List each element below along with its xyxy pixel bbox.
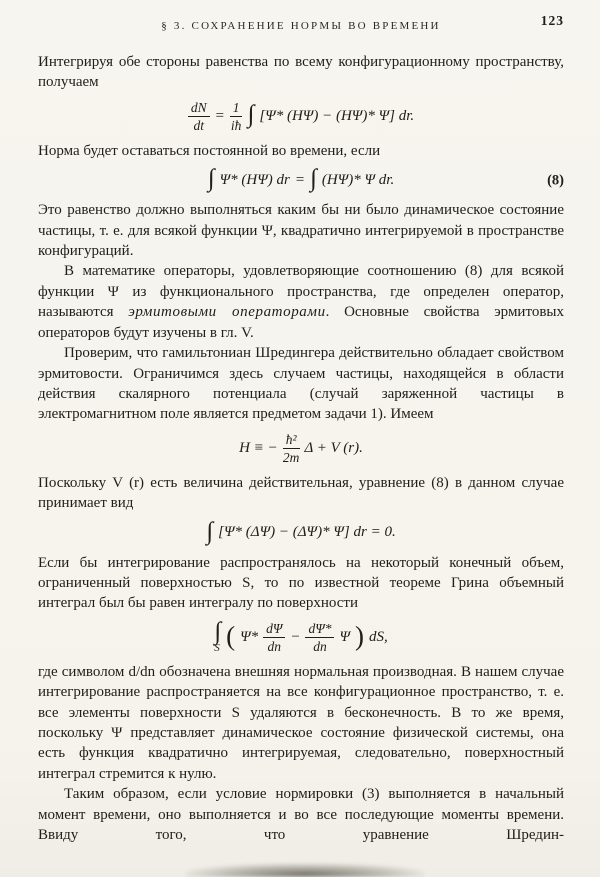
equation-norm-derivative [38,100,564,134]
surface-integral-sign [214,618,222,655]
paragraph-4-text: В математике операторы, удовлетворяющие соотношению (8) для всякой функции Ψ из функционального пространства, где определен оператор, называются [38,263,564,321]
equals-sign: = [294,172,306,189]
integral-sign: ∫ [310,165,317,193]
paragraph-4-text: . Основные свойства эрмитовых операторов будут изучены в гл. V. [38,304,564,341]
integral-sign: ∫ [214,618,222,646]
equation-rhs: Δ + V (r). [304,440,363,457]
surface-element: dS, [369,629,388,646]
fraction-denominator: dn [267,639,281,655]
close-paren: ) [355,621,365,651]
scan-artifact [185,863,425,877]
fraction-dpsistar-dn [305,621,334,655]
equation-8 [38,165,564,193]
fraction-denominator: dn [313,639,327,655]
integrand: [Ψ* (ΔΨ) − (ΔΨ)* Ψ] dr = 0. [218,524,396,541]
psi: Ψ [339,629,351,646]
page-header [38,13,564,38]
emphasized-term: эрмитовыми операторами [128,304,326,321]
equation-rhs: (HΨ)* Ψ dr. [321,172,395,189]
fraction-denominator: iħ [230,118,242,134]
fraction-denominator: 2m [282,450,300,466]
fraction-hbar2-2m [283,432,300,466]
equation-surface-integral [38,618,564,655]
integral-sign: ∫ [206,517,214,545]
equation-laplacian-identity [38,517,564,546]
paragraph-9: Таким образом, если условие нормировки (3) выполняется в начальный момент времени, оно выполняется и во все последующие моменты времени. Ввиду того, что уравнение Шредин- [38,786,564,844]
fraction-dn-dt [188,100,210,134]
equals-sign: = [214,108,225,125]
fraction-numerator: 1 [230,100,243,118]
page-number: 123 [540,13,564,28]
paragraph-3: Это равенство должно выполняться каким бы ни было динамическое состояние частицы, т. е. для всякой функции Ψ, квадратично интегрируемой в пространстве конфигураций. [38,202,564,260]
fraction-numerator: dN [188,100,210,118]
paragraph-4 [38,261,564,343]
equation-hamiltonian [38,432,564,466]
minus-sign: − [290,629,301,646]
fraction-1-ih [230,100,243,134]
psi-star: Ψ* [240,629,259,646]
open-paren: ( [226,621,236,651]
fraction-numerator: ħ² [283,432,300,450]
paragraph-5: Проверим, что гамильтониан Шредингера действительно обладает свойством эрмитовости. Ограничимся здесь случаем частицы, находящейся в области действия скалярного потенциала (случай заряженной частицы в электромагнитном поле является предметом задачи 1). Имеем [38,345,564,423]
integral-subscript: S [214,642,220,655]
integrand: [Ψ* (HΨ) − (HΨ)* Ψ] dr. [259,108,415,125]
equation-lhs: H ≡ − [239,440,278,457]
paragraph-2: Норма будет оставаться постоянной во времени, если [38,142,381,159]
fraction-numerator: dΨ* [305,621,334,639]
integral-sign: ∫ [247,101,255,129]
equation-number: (8) [547,172,564,189]
paragraph-8: где символом d/dn обозначена внешняя нормальная производная. В нашем случае интегрирование распространяется на все конфигурационное пространство, т. е. все элементы поверхности S удаляются в бесконечность. В то же время, поскольку Ψ представляет динамическое состояние физической системы, она есть функция квадратично интегрируемая, следовательно, поверхностный интеграл стремится к нулю. [38,663,564,782]
paragraph-1: Интегрируя обе стороны равенства по всему конфигурационному пространству, получаем [38,54,564,91]
equation-lhs: Ψ* (HΨ) dr [219,172,290,189]
section-header: § 3. СОХРАНЕНИЕ НОРМЫ ВО ВРЕМЕНИ [161,20,441,32]
integral-sign: ∫ [207,165,215,193]
fraction-denominator: dt [193,118,204,134]
paragraph-6: Поскольку V (r) есть величина действительная, уравнение (8) в данном случае принимает вид [38,474,564,512]
fraction-numerator: dΨ [263,621,285,639]
fraction-dpsi-dn [263,621,285,655]
paragraph-7: Если бы интегрирование распространялось на некоторый конечный объем, ограниченный поверхностью S, то по известной теореме Грина объемный интеграл был бы равен интегралу по поверхности [38,554,564,612]
